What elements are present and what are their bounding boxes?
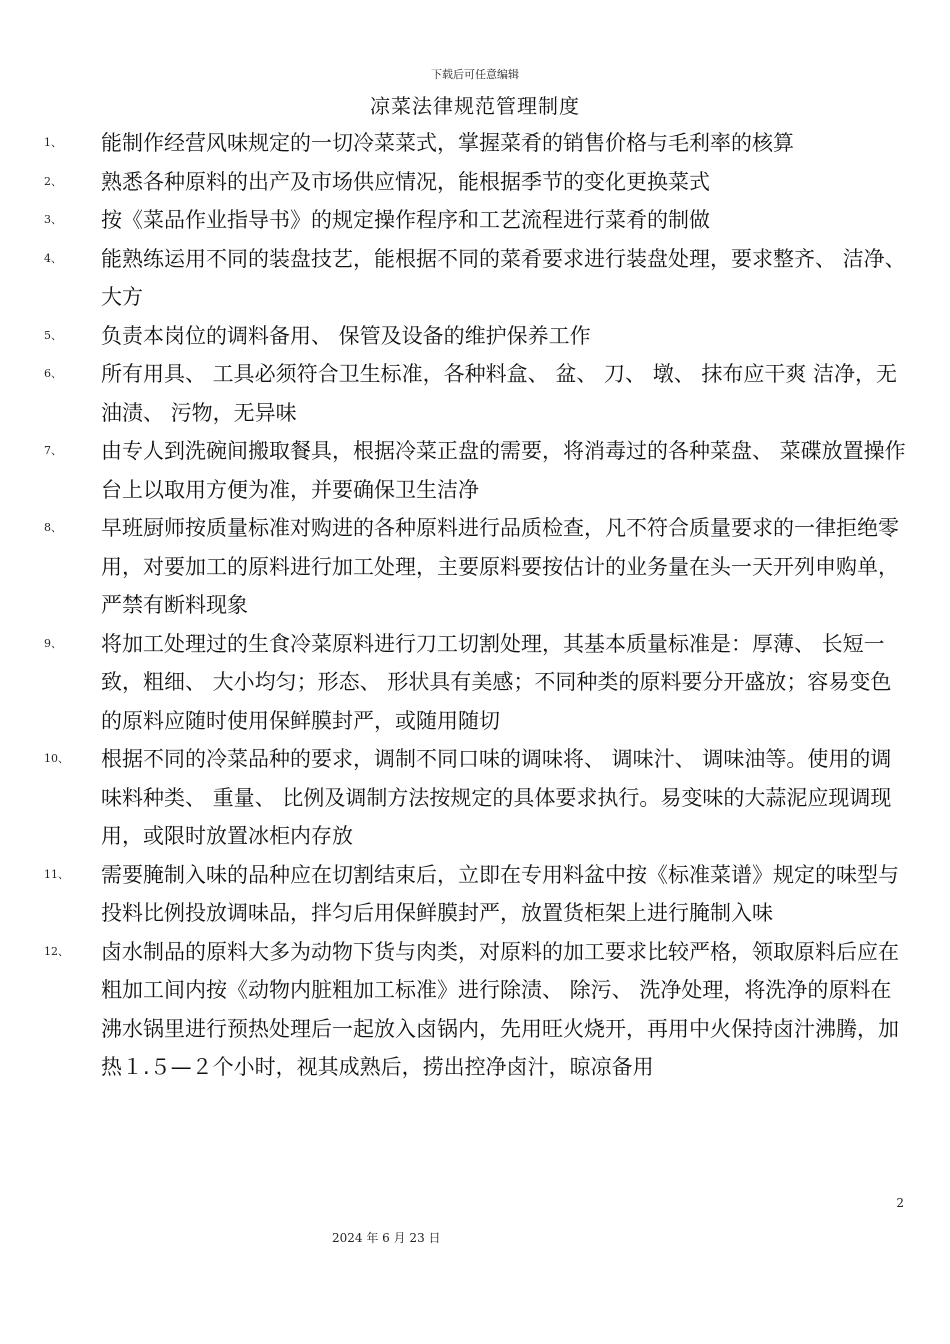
rule-text: 卤水制品的原料大多为动物下货与肉类，对原料的加工要求比较严格，领取原料后应在粗加工间内按《动物内脏粗加工标准》进行除渍、 除污、 洗净处理，将洗净的原料在沸水锅里进行预热处理后一起放入卤锅内，先用旺火烧开，再用中火保持卤汁沸腾，加热１.５—２个小时，视其成熟后，捞出控净卤汁，晾凉备用 [101,939,899,1079]
rule-item-9 [0,625,911,741]
rule-text: 需要腌制入味的品种应在切割结束后，立即在专用料盆中按《标准菜谱》规定的味型与投料比例投放调味品，拌匀后用保鲜膜封严，放置货柜架上进行腌制入味 [101,862,899,925]
rule-number: 8、 [44,521,62,534]
rule-text: 能熟练运用不同的装盘技艺，能根据不同的菜肴要求进行装盘处理，要求整齐、 洁净、 大方 [101,246,906,309]
rule-text: 所有用具、 工具必须符合卫生标准，各种料盒、 盆、 刀、 墩、 抹布应干爽 洁净，无油渍、 污物，无异味 [101,362,898,425]
rule-number: 1、 [44,136,62,149]
rule-item-6 [0,355,911,432]
rule-item-11 [0,856,911,933]
rule-text: 由专人到洗碗间搬取餐具，根据冷菜正盘的需要，将消毒过的各种菜盘、 菜碟放置操作台上以取用方便为准，并要确保卫生洁净 [101,439,906,502]
rule-item-12 [0,933,911,1087]
document-title: 凉菜法律规范管理制度 [370,94,580,118]
rule-text: 根据不同的冷菜品种的要求，调制不同口味的调味将、 调味汁、 调味油等。使用的调味料种类、 重量、 比例及调制方法按规定的具体要求执行。易变味的大蒜泥应现调现用，或限时放置冰柜内存放 [101,747,892,848]
rule-number: 5、 [44,328,62,342]
rule-number: 9、 [44,636,62,650]
rules-list [0,124,950,1087]
rule-item-1 [0,124,911,163]
rule-number: 2、 [44,174,62,188]
rule-number: 6、 [44,367,62,380]
rule-item-2 [0,163,911,202]
rule-number: 10、 [44,752,69,765]
rule-item-4 [0,240,911,317]
rule-number: 12、 [44,944,69,958]
rule-number: 7、 [44,444,62,457]
rule-text: 负责本岗位的调料备用、 保管及设备的维护保养工作 [101,323,591,348]
rule-text: 早班厨师按质量标准对购进的各种原料进行品质检查，凡不符合质量要求的一律拒绝零用，对要加工的原料进行加工处理，主要原料要按估计的业务量在头一天开列申购单，严禁有断料现象 [101,516,899,617]
rule-item-3 [0,201,911,240]
rule-text: 能制作经营风味规定的一切冷菜菜式，掌握菜肴的销售价格与毛利率的核算 [101,131,794,155]
rule-number: 4、 [44,251,62,265]
rule-text: 按《菜品作业指导书》的规定操作程序和工艺流程进行菜肴的制做 [101,208,710,232]
rule-item-8 [0,509,911,625]
rule-item-5 [0,317,911,356]
footer-date: 2024 年 6 月 23 日 [332,1231,441,1245]
download-note: 下载后可任意编辑 [431,68,519,81]
rule-text: 熟悉各种原料的出产及市场供应情况，能根据季节的变化更换菜式 [101,169,710,194]
rule-text: 将加工处理过的生食冷菜原料进行刀工切割处理，其基本质量标准是：厚薄、 长短一致，粗细、 大小均匀；形态、 形状具有美感；不同种类的原料要分开盛放；容易变色的原料应随时使用保鲜膜封严，或随用随切 [101,631,892,733]
rule-number: 3、 [44,213,62,226]
rule-item-10 [0,740,911,856]
page-number: 2 [896,1196,904,1210]
rule-item-7 [0,432,911,509]
rule-number: 11、 [44,867,69,881]
